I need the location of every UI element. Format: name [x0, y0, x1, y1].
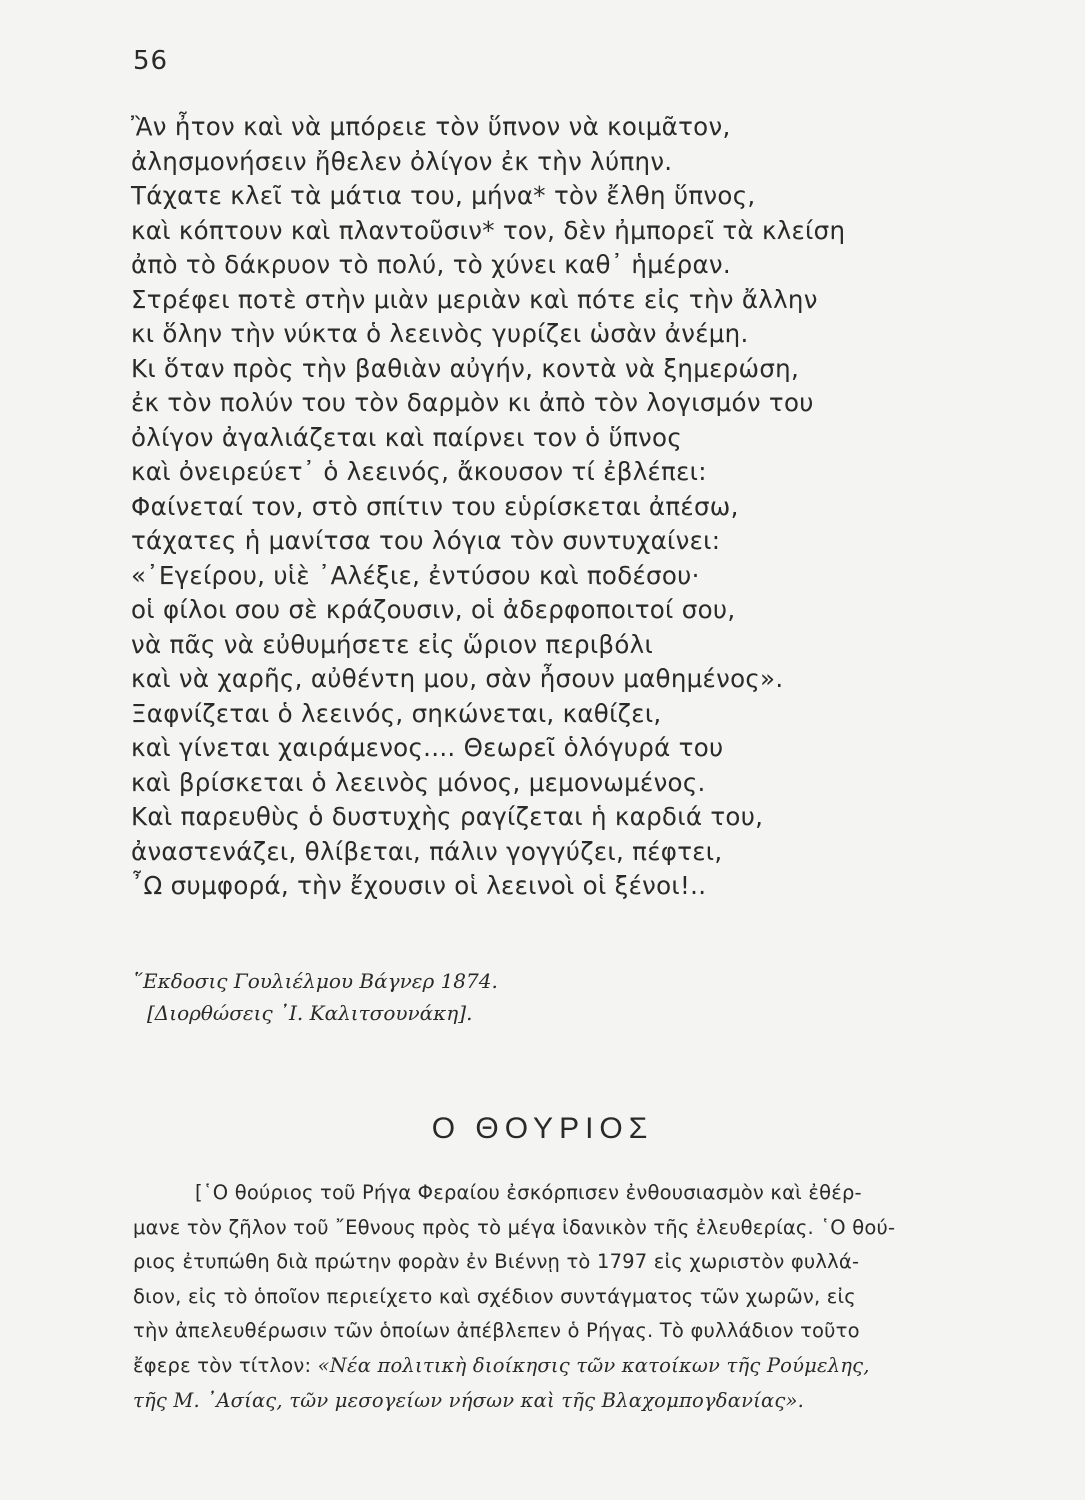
- intro-line: τὴν ἀπελευθέρωσιν τῶν ὁποίων ἀπέβλεπεν ὁ Ρήγας. Τὸ φυλλάδιον τοῦτο: [133, 1319, 860, 1343]
- poem-line: καὶ νὰ χαρῆς, αὐθέντη μου, σὰν ἦσουν μαθημένος».: [131, 664, 784, 693]
- intro-line: μανε τὸν ζῆλον τοῦ ῎Εθνους πρὸς τὸ μέγα ἰδανικὸν τῆς ἐλευθερίας. ῾Ο θού-: [133, 1215, 896, 1239]
- poem-line: ῏Ω συμφορά, τὴν ἔχουσιν οἱ λεεινοὶ οἱ ξένοι!..: [131, 871, 707, 900]
- poem-line: καὶ βρίσκεται ὁ λεεινὸς μόνος, μεμονωμένος.: [131, 767, 706, 797]
- poem-line: Καὶ παρευθὺς ὁ δυστυχὴς ραγίζεται ἡ καρδιά του,: [131, 802, 764, 831]
- section-title: Ο ΘΟΥΡΙΟΣ: [431, 1112, 654, 1145]
- poem-line: ὀλίγον ἀγαλιάζεται καὶ παίρνει τον ὁ ὕπνος: [131, 422, 683, 452]
- poem-line: Ξαφνίζεται ὁ λεεινός, σηκώνεται, καθίζει,: [131, 698, 662, 728]
- intro-line: ριος ἐτυπώθη διὰ πρώτην φορὰν ἐν Βιέννῃ τὸ 1797 εἰς χωριστὸν φυλλά-: [133, 1250, 860, 1274]
- title-quote: «Νέα πολιτικὴ διοίκησις τῶν κατοίκων τῆς Ρούμελης,: [317, 1353, 870, 1377]
- poem-line: Στρέφει ποτὲ στὴν μιὰν μεριὰν καὶ πότε εἰς τὴν ἄλλην: [131, 284, 818, 314]
- poem-line: ἀπὸ τὸ δάκρυον τὸ πολύ, τὸ χύνει καθ᾽ ἡμέραν.: [131, 250, 732, 279]
- source-note: ῞Εκδοσις Γουλιέλμου Βάγνερ 1874.: [133, 969, 498, 993]
- intro-line: [133, 1384, 1013, 1419]
- poem-line: ἀλησμονήσειν ἤθελεν ὀλίγον ἐκ τὴν λύπην.: [131, 146, 673, 176]
- poem-line: νὰ πᾶς νὰ εὐθυμήσετε εἰς ὥριον περιβόλι: [131, 629, 654, 659]
- title-quote: τῆς Μ. ᾿Ασίας, τῶν μεσογείων νήσων καὶ τῆς Βλαχομπογδανίας».: [133, 1388, 804, 1412]
- poem-line: Τάχατε κλεῖ τὰ μάτια του, μήνα* τὸν ἔλθη ὕπνος,: [131, 181, 756, 210]
- intro-line: [῾Ο θούριος τοῦ Ρήγα Φεραίου ἐσκόρπισεν ἐνθουσιασμὸν καὶ ἐθέρ-: [195, 1181, 862, 1204]
- corrections-note: [Διορθώσεις ᾿Ι. Καλιτσουνάκη].: [147, 1001, 473, 1025]
- poem-line: καὶ κόπτουν καὶ πλαντοῦσιν* τον, δὲν ἠμπορεῖ τὰ κλείση: [131, 215, 846, 245]
- intro-line: [133, 1349, 1013, 1384]
- edition-notes: [133, 965, 933, 1029]
- intro-line-text: ἔφερε τὸν τίτλον:: [133, 1353, 318, 1377]
- poem-line: κι ὅλην τὴν νύκτα ὁ λεεινὸς γυρίζει ὡσὰν ἀνέμη.: [131, 319, 749, 348]
- poem-line: οἱ φίλοι σου σὲ κράζουσιν, οἱ ἀδερφοποιτοί σου,: [131, 595, 736, 624]
- intro-line: διον, εἰς τὸ ὁποῖον περιείχετο καὶ σχέδιον συντάγματος τῶν χωρῶν, εἰς: [133, 1284, 856, 1308]
- intro-paragraph: [133, 1176, 1013, 1418]
- poem-line: Ἂν ἦτον καὶ νὰ μπόρειε τὸν ὕπνον νὰ κοιμᾶτον,: [131, 112, 731, 141]
- poem-line: Φαίνεταί τον, στὸ σπίτιν του εὑρίσκεται ἀπέσω,: [131, 491, 739, 521]
- poem-line: ἐκ τὸν πολύν του τὸν δαρμὸν κι ἀπὸ τὸν λογισμόν του: [131, 388, 814, 417]
- page-number: 56: [133, 46, 169, 76]
- poem-line: «᾿Εγείρου, υἱὲ ᾿Αλέξιε, ἐντύσου καὶ ποδέσου·: [131, 560, 700, 590]
- poem-line: τάχατες ἡ μανίτσα του λόγια τὸν συντυχαίνει:: [131, 526, 721, 555]
- poem-line: Κι ὅταν πρὸς τὴν βαθιὰν αὐγήν, κοντὰ νὰ ξημερώση,: [131, 353, 800, 383]
- poem-text: [131, 110, 1031, 904]
- poem-line: καὶ ὀνειρεύετ᾽ ὁ λεεινός, ἄκουσον τί ἐβλέπει:: [131, 457, 707, 486]
- poem-line: καὶ γίνεται χαιράμενος.... Θεωρεῖ ὁλόγυρά του: [131, 733, 724, 762]
- poem-line: ἀναστενάζει, θλίβεται, πάλιν γογγύζει, πέφτει,: [131, 836, 723, 866]
